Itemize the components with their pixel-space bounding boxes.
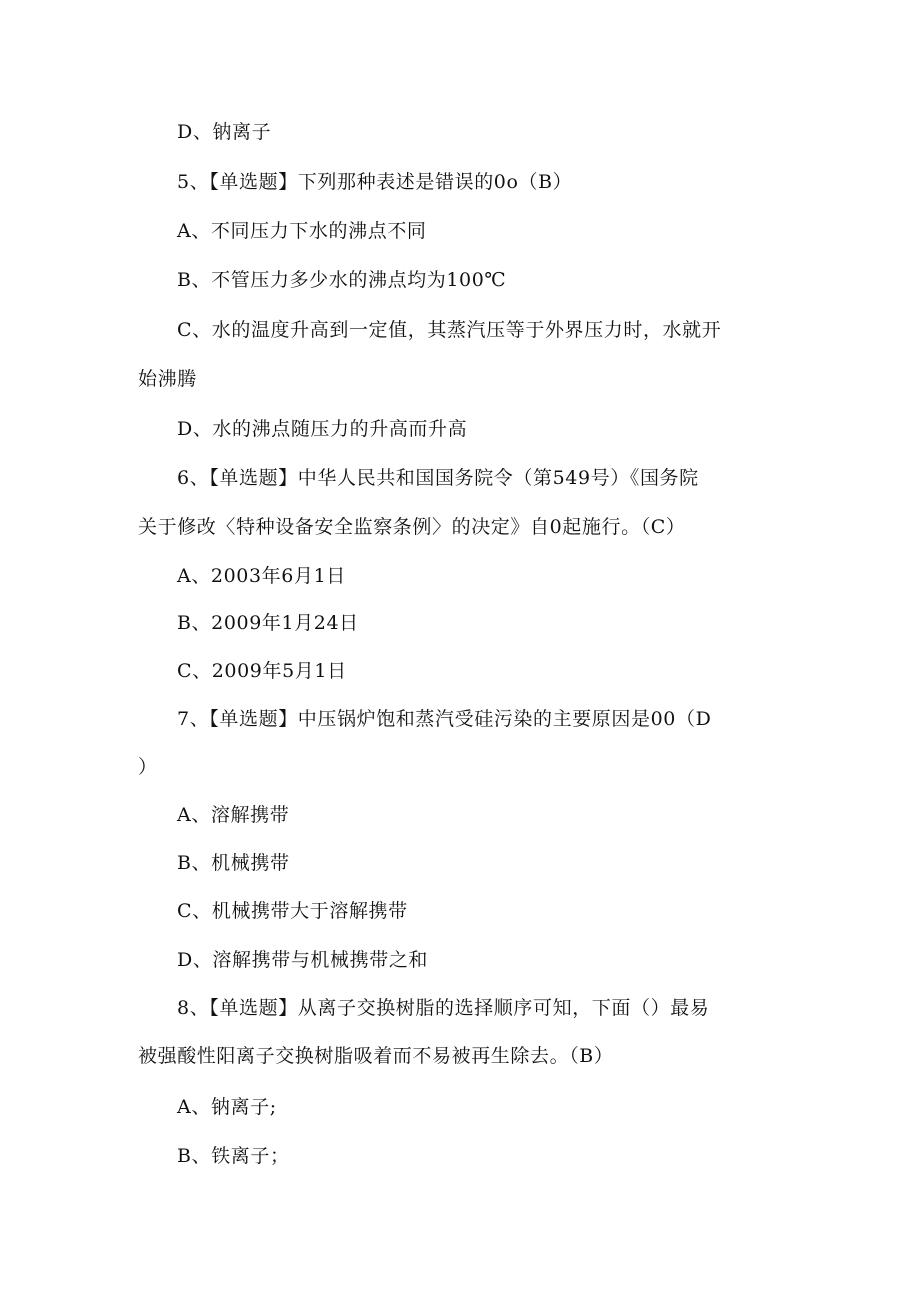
q5-question: 5、【单选题】下列那种表述是错误的0o（B） [177,171,573,193]
q5-option-d: D、水的沸点随压力的升高而升高 [177,418,468,440]
q6-option-a: A、2003年6月1日 [177,565,346,587]
q4-option-d: D、钠离子 [177,121,272,143]
q6-option-b: B、2009年1月24日 [177,612,359,634]
q6-option-c: C、2009年5月1日 [177,660,347,682]
q8-option-b: B、铁离子； [177,1145,290,1167]
q7-option-a: A、溶解携带 [177,804,290,826]
q8-option-a: A、钠离子; [177,1096,277,1118]
q5-option-c-cont: 始沸腾 [138,368,197,390]
q7-option-b: B、机械携带 [177,852,290,874]
q5-option-b: B、不管压力多少水的沸点均为100℃ [177,269,507,291]
q7-question-cont: ） [138,756,158,778]
q7-question: 7、【单选题】中压锅炉饱和蒸汽受硅污染的主要原因是00（D [177,708,712,730]
q6-question-cont: 关于修改〈特种设备安全监察条例〉的决定》自0起施行。（C） [138,516,686,538]
q8-question-cont: 被强酸性阳离子交换树脂吸着而不易被再生除去。（B） [138,1045,614,1067]
q8-question: 8、【单选题】从离子交换树脂的选择顺序可知，下面（）最易 [177,997,710,1019]
q5-option-c: C、水的温度升高到一定值，其蒸汽压等于外界压力时，水就开 [177,319,722,341]
q5-option-a: A、不同压力下水的沸点不同 [177,220,427,242]
q7-option-d: D、溶解携带与机械携带之和 [177,949,429,971]
q7-option-c: C、机械携带大于溶解携带 [177,900,408,922]
q6-question: 6、【单选题】中华人民共和国国务院令（第549号）《国务院 [177,467,699,489]
